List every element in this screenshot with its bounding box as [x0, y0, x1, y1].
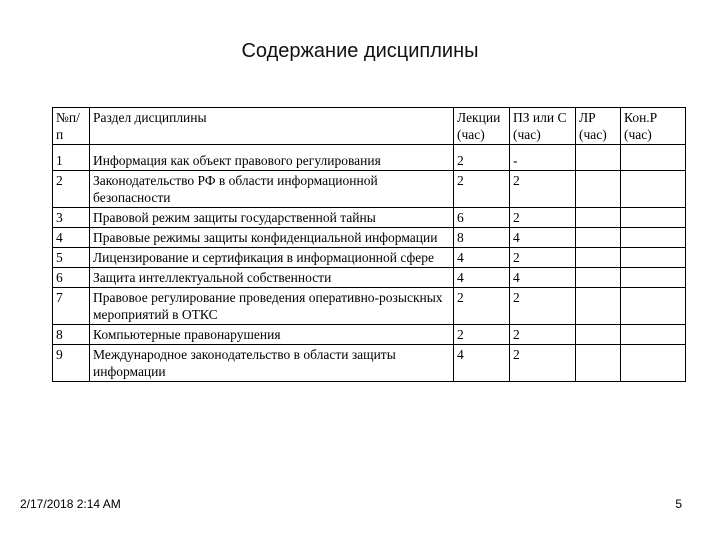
table-row: [53, 288, 686, 325]
cell-pz: 2: [510, 208, 576, 228]
cell-kon: [621, 248, 686, 268]
cell-lr: [576, 248, 621, 268]
cell-lr: [576, 208, 621, 228]
cell-lr: [576, 268, 621, 288]
cell-num: 2: [53, 171, 90, 208]
cell-section: Лицензирование и сертификация в информационной сфере: [90, 248, 454, 268]
cell-kon: [621, 268, 686, 288]
cell-num: 3: [53, 208, 90, 228]
cell-lectures: 2: [454, 171, 510, 208]
cell-lr: [576, 325, 621, 345]
header-num: №п/п: [53, 108, 90, 145]
header-section: Раздел дисциплины: [90, 108, 454, 145]
cell-num: 5: [53, 248, 90, 268]
cell-lr: [576, 288, 621, 325]
cell-pz: 2: [510, 248, 576, 268]
cell-num: 6: [53, 268, 90, 288]
cell-num: 7: [53, 288, 90, 325]
cell-lr: [576, 145, 621, 171]
cell-lr: [576, 228, 621, 248]
cell-pz: 2: [510, 345, 576, 382]
table-header-row: [53, 108, 686, 145]
cell-lectures: 6: [454, 208, 510, 228]
table-row: [53, 145, 686, 171]
table-row: [53, 345, 686, 382]
cell-lectures: 2: [454, 288, 510, 325]
table-row: [53, 325, 686, 345]
header-pz: ПЗ или С (час): [510, 108, 576, 145]
cell-pz: 2: [510, 288, 576, 325]
cell-kon: [621, 325, 686, 345]
header-kon: Кон.Р (час): [621, 108, 686, 145]
cell-kon: [621, 171, 686, 208]
cell-lr: [576, 345, 621, 382]
footer-date: 2/17/2018 2:14 AM: [20, 497, 121, 511]
cell-section: Защита интеллектуальной собственности: [90, 268, 454, 288]
table-row: [53, 248, 686, 268]
header-lr: ЛР (час): [576, 108, 621, 145]
cell-lectures: 4: [454, 345, 510, 382]
table-row: [53, 268, 686, 288]
table-row: [53, 228, 686, 248]
table-row: [53, 208, 686, 228]
cell-kon: [621, 208, 686, 228]
cell-section: Компьютерные правонарушения: [90, 325, 454, 345]
table-row: [53, 171, 686, 208]
cell-kon: [621, 345, 686, 382]
cell-pz: 4: [510, 268, 576, 288]
cell-num: 9: [53, 345, 90, 382]
cell-section: Международное законодательство в области защиты информации: [90, 345, 454, 382]
cell-lectures: 2: [454, 325, 510, 345]
cell-section: Правовое регулирование проведения оперативно-розыскных мероприятий в ОТКС: [90, 288, 454, 325]
cell-pz: 4: [510, 228, 576, 248]
cell-lr: [576, 171, 621, 208]
cell-kon: [621, 288, 686, 325]
slide-title: Содержание дисциплины: [241, 40, 479, 62]
cell-lectures: 4: [454, 268, 510, 288]
cell-num: 8: [53, 325, 90, 345]
cell-pz: 2: [510, 171, 576, 208]
cell-pz: -: [510, 145, 576, 171]
cell-lectures: 8: [454, 228, 510, 248]
cell-section: Законодательство РФ в области информационной безопасности: [90, 171, 454, 208]
header-lectures: Лекции (час): [454, 108, 510, 145]
cell-num: 4: [53, 228, 90, 248]
cell-lectures: 2: [454, 145, 510, 171]
cell-section: Правовые режимы защиты конфиденциальной информации: [90, 228, 454, 248]
syllabus-table: [52, 107, 686, 382]
cell-section: Правовой режим защиты государственной тайны: [90, 208, 454, 228]
cell-num: 1: [53, 145, 90, 171]
cell-kon: [621, 228, 686, 248]
cell-section: Информация как объект правового регулирования: [90, 145, 454, 171]
page-number: 5: [675, 497, 682, 511]
cell-kon: [621, 145, 686, 171]
cell-pz: 2: [510, 325, 576, 345]
cell-lectures: 4: [454, 248, 510, 268]
